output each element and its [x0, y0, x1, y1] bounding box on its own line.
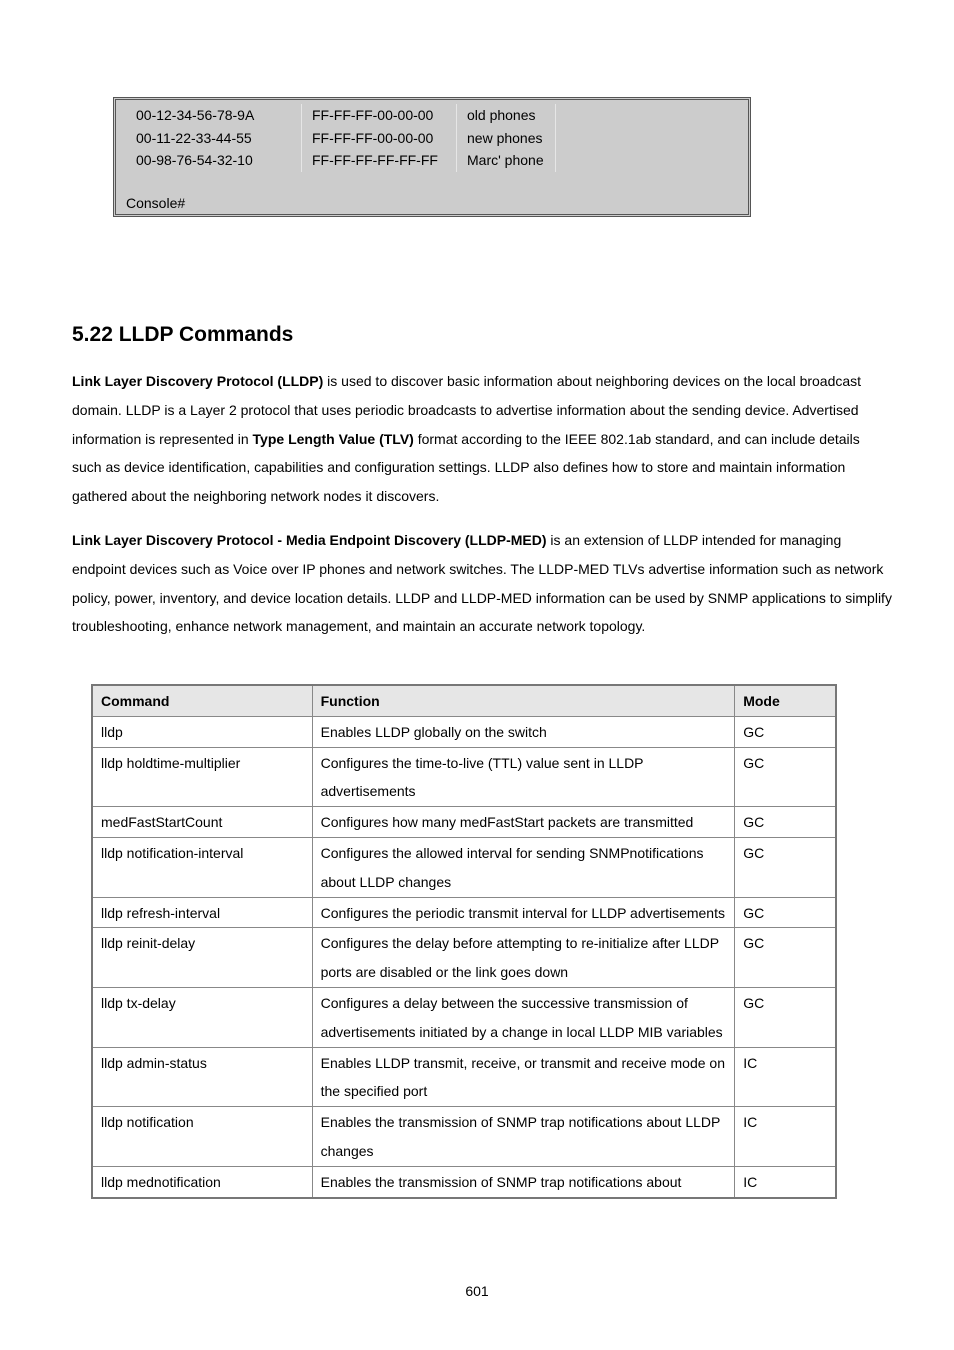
mac-mask: FF-FF-FF-FF-FF-FF: [302, 149, 457, 172]
page-number: 601: [465, 1283, 489, 1299]
header-command: Command: [92, 685, 312, 716]
mac-address: 00-11-22-33-44-55: [126, 127, 302, 150]
description: new phones: [457, 127, 556, 150]
term-tlv: Type Length Value (TLV): [252, 430, 414, 447]
function-cell: Enables LLDP globally on the switch: [312, 716, 735, 747]
mode-cell: GC: [735, 928, 836, 988]
function-cell: Configures the periodic transmit interval for LLDP advertisements: [312, 897, 735, 928]
table-header-row: [92, 685, 836, 716]
console-table: [126, 104, 556, 172]
function-cell: Configures a delay between the successive transmission of advertisements initiated by a change in local LLDP MIB variables: [312, 987, 735, 1047]
command-cell: medFastStartCount: [92, 807, 312, 838]
lldp-commands-table: [91, 684, 837, 1199]
command-cell: lldp admin-status: [92, 1047, 312, 1107]
console-row: [126, 149, 556, 172]
function-cell: Enables the transmission of SNMP trap notifications about: [312, 1166, 735, 1197]
console-row: [126, 104, 556, 127]
term-lldp: Link Layer Discovery Protocol (LLDP): [72, 373, 324, 389]
command-cell: lldp notification-interval: [92, 837, 312, 897]
command-cell: lldp mednotification: [92, 1166, 312, 1197]
table-row: [92, 807, 836, 838]
mac-mask: FF-FF-FF-00-00-00: [302, 104, 457, 127]
mode-cell: GC: [735, 807, 836, 838]
function-cell: Configures the time-to-live (TTL) value sent in LLDP advertisements: [312, 747, 735, 807]
paragraph-lldp-med: [72, 526, 892, 641]
mode-cell: IC: [735, 1047, 836, 1107]
mode-cell: GC: [735, 747, 836, 807]
para2-text-1: is an extension of LLDP intended for managing endpoint devices such as Voice over IP phones and network switches. The LLDP-MED TLVs advertise information such as network policy, power, inventory, and device location details. LLDP and LLDP-MED information can be used by SNMP applications to simplify troubleshooting, enhance network management, and maintain an accurate network topology.: [72, 532, 892, 635]
table-row: [92, 897, 836, 928]
mode-cell: GC: [735, 716, 836, 747]
mac-address: 00-98-76-54-32-10: [126, 149, 302, 172]
mac-address: 00-12-34-56-78-9A: [126, 104, 302, 127]
mode-cell: GC: [735, 897, 836, 928]
para1-text-2: format according to the IEEE 802.1ab standard, and can include details such as device identification, capabilities and configuration settings. LLDP also defines how to store and maintain information gathered about the neighboring network nodes it discovers.: [72, 430, 860, 505]
table-row: [92, 837, 836, 897]
console-output-box: [113, 97, 751, 217]
function-cell: Configures how many medFastStart packets are transmitted: [312, 807, 735, 838]
table-row: [92, 716, 836, 747]
command-cell: lldp reinit-delay: [92, 928, 312, 988]
function-cell: Configures the delay before attempting to re-initialize after LLDP ports are disabled or the link goes down: [312, 928, 735, 988]
mode-cell: IC: [735, 1107, 836, 1167]
mac-mask: FF-FF-FF-00-00-00: [302, 127, 457, 150]
table-row: [92, 747, 836, 807]
section-title: 5.22 LLDP Commands: [72, 323, 294, 346]
mode-cell: IC: [735, 1166, 836, 1197]
description: old phones: [457, 104, 556, 127]
table-row: [92, 1047, 836, 1107]
mode-cell: GC: [735, 987, 836, 1047]
para1-text-1: is used to discover basic information about neighboring devices on the local broadcast domain. LLDP is a Layer 2 protocol that uses periodic broadcasts to advertise information about the sending device. Advertised information is represented in: [72, 373, 862, 447]
table-row: [92, 1166, 836, 1197]
description: Marc' phone: [457, 149, 556, 172]
table-row: [92, 987, 836, 1047]
paragraph-lldp: [72, 367, 892, 511]
command-cell: lldp holdtime-multiplier: [92, 747, 312, 807]
term-lldp-med: Link Layer Discovery Protocol - Media Endpoint Discovery (LLDP-MED): [72, 532, 547, 548]
command-cell: lldp notification: [92, 1107, 312, 1167]
header-function: Function: [312, 685, 735, 716]
function-cell: Enables the transmission of SNMP trap notifications about LLDP changes: [312, 1107, 735, 1167]
command-cell: lldp tx-delay: [92, 987, 312, 1047]
function-cell: Configures the allowed interval for sending SNMPnotifications about LLDP changes: [312, 837, 735, 897]
console-prompt: Console#: [126, 195, 186, 211]
header-mode: Mode: [735, 685, 836, 716]
command-cell: lldp: [92, 716, 312, 747]
command-cell: lldp refresh-interval: [92, 897, 312, 928]
function-cell: Enables LLDP transmit, receive, or transmit and receive mode on the specified port: [312, 1047, 735, 1107]
mode-cell: GC: [735, 837, 836, 897]
table-row: [92, 928, 836, 988]
console-row: [126, 127, 556, 150]
table-row: [92, 1107, 836, 1167]
